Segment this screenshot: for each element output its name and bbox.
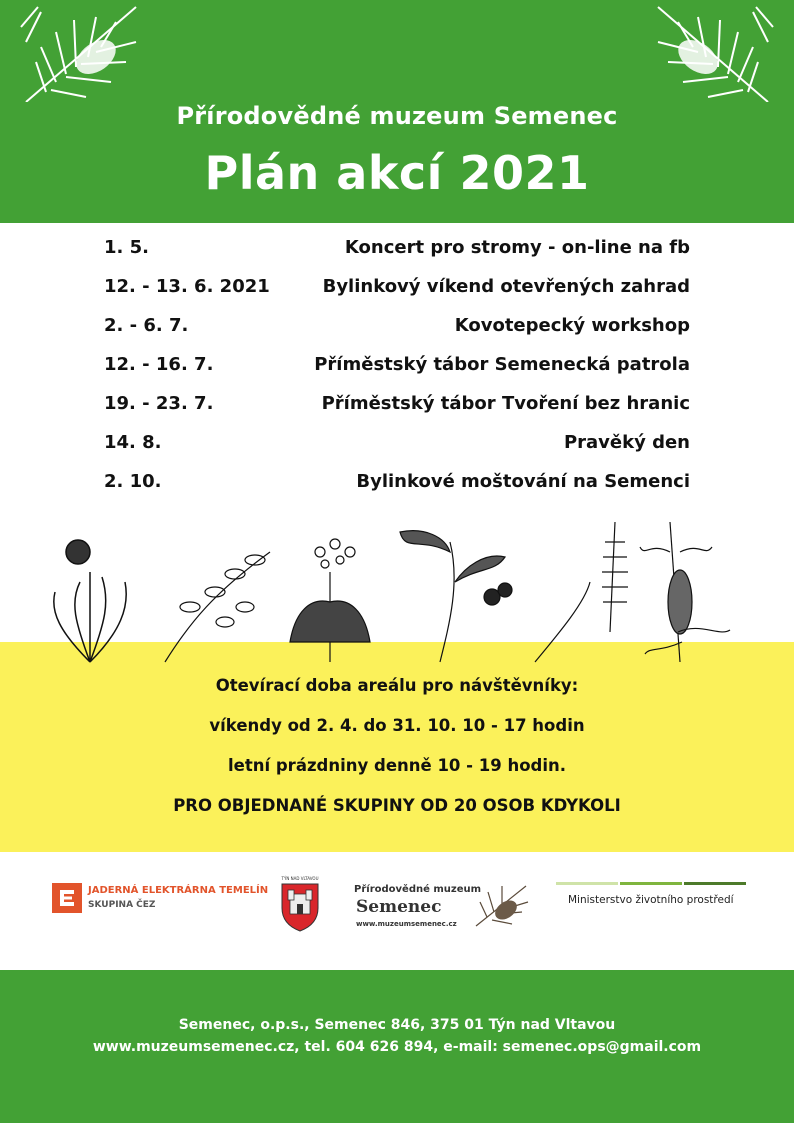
town-crest-logo [280, 876, 320, 932]
opening-hours-summer: letní prázdniny denně 10 - 19 hodin. [227, 756, 567, 775]
mzp-logo [556, 882, 748, 916]
muzeum-logo-line2: Semenec [356, 897, 442, 917]
opening-hours-weekends: víkendy od 2. 4. do 31. 10. 10 - 17 hodin [209, 716, 585, 735]
event-date: 2. 10. [104, 471, 162, 492]
plant-illustrations [40, 512, 760, 672]
coat-of-arms-icon [280, 882, 320, 932]
cez-group: SKUPINA ČEZ [88, 900, 156, 910]
footer [0, 970, 794, 1123]
plant-icon [54, 540, 126, 662]
event-date: 14. 8. [104, 432, 162, 453]
event-name: Kovotepecký workshop [454, 315, 690, 336]
opening-hours-heading: Otevírací doba areálu pro návštěvníky: [215, 676, 579, 695]
muzeum-semenec-logo [354, 882, 534, 936]
crest-caption: TÝN NAD VLTAVOU [281, 876, 319, 881]
plant-icon [165, 552, 270, 662]
mzp-bar [556, 882, 618, 885]
event-row [104, 428, 690, 467]
event-name: Příměstský tábor Semenecká patrola [314, 354, 690, 375]
plant-icon [290, 539, 370, 662]
pine-cone-icon [472, 882, 530, 930]
event-date: 12. - 13. 6. 2021 [104, 276, 270, 297]
pine-branch-icon [16, 2, 146, 102]
mzp-name: Ministerstvo životního prostředí [568, 894, 734, 906]
muzeum-logo-line1: Přírodovědné muzeum [354, 884, 482, 895]
event-name: Bylinkové moštování na Semenci [356, 471, 690, 492]
sponsor-logos [0, 852, 794, 970]
event-name: Bylinkový víkend otevřených zahrad [322, 276, 690, 297]
event-date: 2. - 6. 7. [104, 315, 189, 336]
event-row [104, 467, 690, 506]
event-name: Pravěký den [563, 432, 690, 453]
event-row [104, 389, 690, 428]
cez-logo [52, 882, 269, 922]
mzp-bar [620, 882, 682, 885]
event-row [104, 272, 690, 311]
opening-hours-groups: PRO OBJEDNANÉ SKUPINY OD 20 OSOB KDYKOLI [173, 796, 621, 815]
pine-branch-icon [648, 2, 778, 102]
muzeum-logo-url: www.muzeumsemenec.cz [356, 920, 457, 928]
events-list [104, 233, 690, 506]
cez-name: JADERNÁ ELEKTRÁRNA TEMELÍN [88, 885, 269, 896]
museum-name: Přírodovědné muzeum Semenec [176, 102, 618, 130]
footer-contacts: www.muzeumsemenec.cz, tel. 604 626 894, e-mail: semenec.ops@gmail.com [92, 1039, 702, 1055]
opening-hours [0, 672, 794, 832]
event-row [104, 311, 690, 350]
header-banner [0, 0, 794, 223]
footer-contact [0, 1014, 794, 1058]
event-name: Koncert pro stromy - on-line na fb [344, 237, 690, 258]
event-date: 12. - 16. 7. [104, 354, 214, 375]
mzp-bar [684, 882, 746, 885]
plant-icon [640, 522, 730, 662]
plant-icon [535, 522, 628, 662]
event-name: Příměstský tábor Tvoření bez hranic [321, 393, 690, 414]
event-date: 19. - 23. 7. [104, 393, 214, 414]
cez-icon [52, 883, 82, 913]
plant-icon [400, 531, 512, 662]
footer-address: Semenec, o.p.s., Semenec 846, 375 01 Týn nad Vltavou [178, 1017, 616, 1033]
event-row [104, 350, 690, 389]
event-row [104, 233, 690, 272]
page-title: Plán akcí 2021 [204, 146, 590, 200]
event-date: 1. 5. [104, 237, 149, 258]
